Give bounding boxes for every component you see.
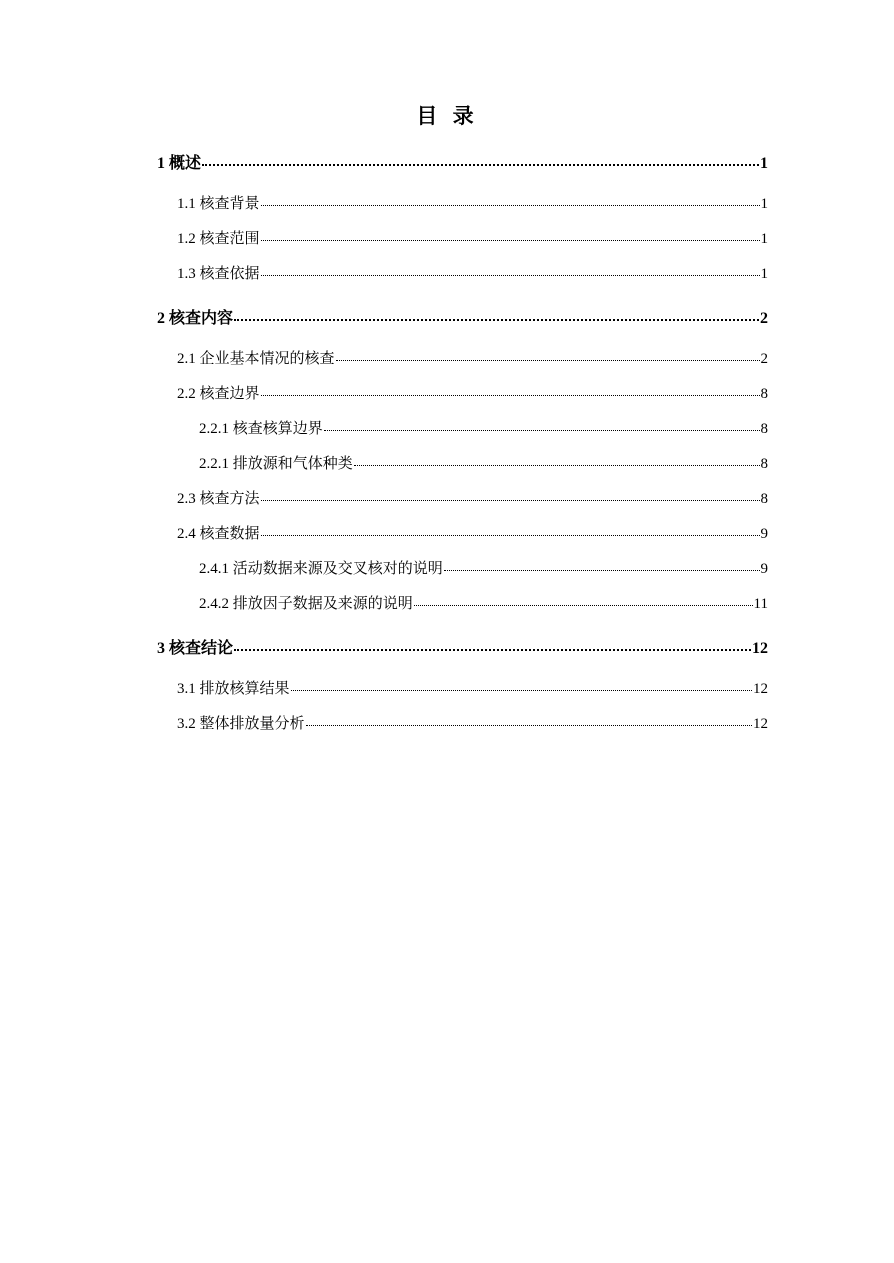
toc-entry-label: 2.1 企业基本情况的核查	[177, 351, 335, 367]
toc-dot-leader	[261, 383, 760, 398]
toc-entry[interactable]	[157, 517, 768, 552]
toc-entry-label: 1.1 核查背景	[177, 196, 260, 212]
toc-page-number: 9	[760, 526, 768, 542]
toc-dot-leader	[234, 637, 751, 653]
toc-page-number: 8	[760, 386, 768, 402]
toc-dot-leader	[444, 558, 760, 573]
toc-page-number: 8	[760, 456, 768, 472]
toc-entry-label: 2 核查内容	[157, 310, 234, 327]
toc-entry-label: 1.3 核查依据	[177, 266, 260, 282]
toc-title: 目 录	[416, 104, 478, 128]
toc-page-number: 1	[760, 266, 768, 282]
toc-entry[interactable]	[157, 377, 768, 412]
toc-entry[interactable]	[157, 222, 768, 257]
toc-dot-leader	[202, 152, 759, 168]
toc-page-number: 12	[753, 681, 768, 697]
toc-entry-label: 2.2.1 核查核算边界	[199, 421, 323, 437]
toc-dot-leader	[414, 593, 753, 608]
toc-entry-label: 2.4 核查数据	[177, 526, 260, 542]
toc-entry-label: 1.2 核查范围	[177, 231, 260, 247]
toc-entry[interactable]	[157, 342, 768, 377]
toc-dot-leader	[324, 418, 760, 433]
toc-entry[interactable]	[157, 257, 768, 292]
toc-dot-leader	[261, 263, 760, 278]
toc-entry[interactable]	[157, 412, 768, 447]
toc-entry-label: 3.2 整体排放量分析	[177, 716, 305, 732]
toc-entry-label: 2.3 核查方法	[177, 491, 260, 507]
toc-page-number: 1	[760, 196, 768, 212]
toc-page-number: 12	[752, 640, 768, 657]
toc-dot-leader	[306, 713, 752, 728]
toc-page-number: 1	[760, 231, 768, 247]
toc-entry-label: 2.2 核查边界	[177, 386, 260, 402]
toc-page-number: 12	[753, 716, 768, 732]
toc-entry[interactable]	[157, 301, 768, 336]
toc-entry[interactable]	[157, 631, 768, 666]
toc-dot-leader	[261, 488, 760, 503]
toc-page-number: 2	[760, 351, 768, 367]
toc-dot-leader	[261, 193, 760, 208]
toc-entry[interactable]	[157, 187, 768, 222]
toc-entry[interactable]	[157, 672, 768, 707]
toc-dot-leader	[354, 453, 760, 468]
toc-entry-label: 2.2.1 排放源和气体种类	[199, 456, 353, 472]
toc-entry[interactable]	[157, 707, 768, 742]
toc-entry-label: 2.4.2 排放因子数据及来源的说明	[199, 596, 413, 612]
toc-dot-leader	[261, 523, 760, 538]
toc-entry-label: 3.1 排放核算结果	[177, 681, 290, 697]
toc-page-number: 8	[760, 421, 768, 437]
toc-entry[interactable]	[157, 552, 768, 587]
toc-page-number: 2	[760, 310, 768, 327]
toc-page-number: 8	[760, 491, 768, 507]
toc-entry[interactable]	[157, 146, 768, 181]
toc-entry-label: 3 核查结论	[157, 640, 234, 657]
toc-dot-leader	[234, 307, 759, 323]
table-of-contents	[157, 146, 768, 742]
toc-entry[interactable]	[157, 587, 768, 622]
toc-entry-label: 2.4.1 活动数据来源及交叉核对的说明	[199, 561, 443, 577]
toc-entry[interactable]	[157, 482, 768, 517]
toc-page-number: 1	[760, 155, 768, 172]
toc-dot-leader	[291, 678, 752, 693]
toc-entry-label: 1 概述	[157, 155, 202, 172]
toc-dot-leader	[261, 228, 760, 243]
toc-page-number: 9	[760, 561, 768, 577]
toc-dot-leader	[336, 348, 760, 363]
toc-page-number: 11	[753, 596, 768, 612]
toc-entry[interactable]	[157, 447, 768, 482]
